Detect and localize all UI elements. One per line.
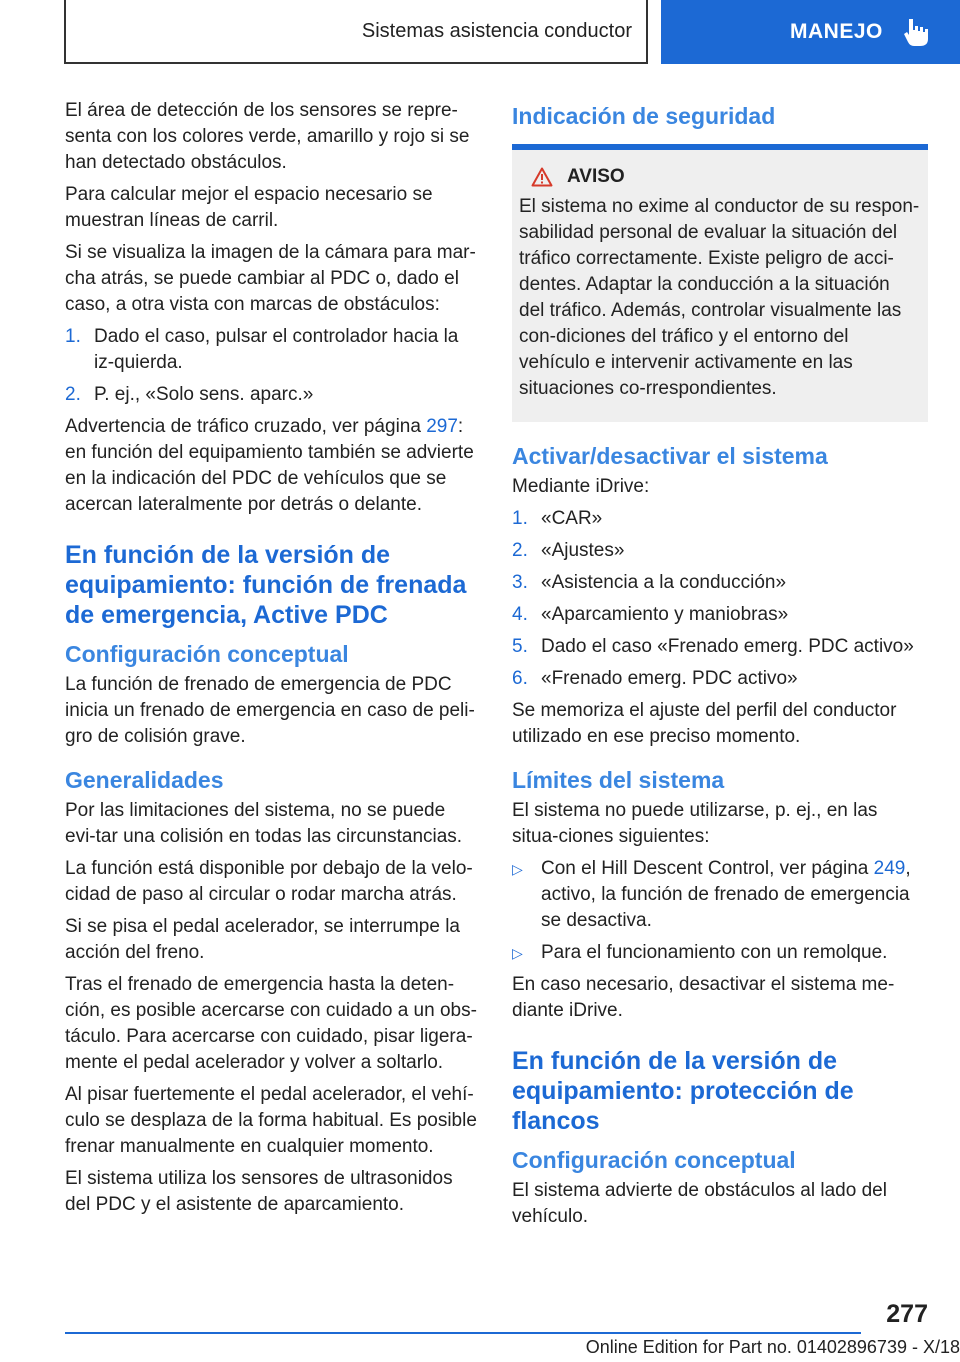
paragraph: En caso necesario, desactivar el sistema me-diante iDrive. <box>512 974 895 1021</box>
running-header-section <box>64 0 648 64</box>
subheading-concept: Configuración conceptual <box>65 641 349 667</box>
list-item <box>65 382 480 408</box>
warning-text: El sistema no exime al conductor de su respon-sabilidad personal de evaluar la situación del tráfico correctamente. Existe peligro de acci-dentes. Adaptar la conducción a la situación del tráfico. Además, controlar visualmente las con-diciones del tráfico y el entorno del vehículo e intervenir activamente en las situaciones co-rrespondientes. <box>519 196 920 399</box>
step-number: 4. <box>512 604 528 625</box>
list-item <box>512 940 928 966</box>
paragraph: Se memoriza el ajuste del perfil del conductor utilizado en ese preciso momento. <box>512 700 897 747</box>
left-column <box>65 98 480 1224</box>
paragraph: Para calcular mejor el espacio necesario se muestran líneas de carril. <box>65 184 433 231</box>
heading-flank-protection: En función de la versión de equipamiento: protección de flancos <box>512 1047 854 1135</box>
list-item <box>512 602 928 628</box>
step-list <box>512 506 928 692</box>
step-number: 1. <box>512 508 528 529</box>
step-text: «Ajustes» <box>541 540 625 561</box>
text-run: Advertencia de tráfico cruzado, ver página <box>65 416 427 437</box>
text-run: Con el Hill Descent Control, ver página <box>541 858 874 879</box>
paragraph-cross-traffic <box>65 414 480 518</box>
step-text: «Aparcamiento y maniobras» <box>541 604 789 625</box>
paragraph: Al pisar fuertemente el pedal acelerador, el vehí-culo se desplaza de la forma habitual. Es posible frenar manualmente en cualquier momento. <box>65 1084 477 1157</box>
step-text: «CAR» <box>541 508 603 529</box>
chapter-tab <box>661 0 960 64</box>
list-item <box>65 324 480 376</box>
list-item <box>512 538 928 564</box>
page-link-249[interactable]: 249 <box>873 858 906 879</box>
footer-rule <box>65 1332 861 1334</box>
paragraph: Si se pisa el pedal acelerador, se interrumpe la acción del freno. <box>65 916 461 963</box>
chapter-title: MANEJO <box>790 20 883 43</box>
hand-pointer-icon <box>903 17 929 47</box>
page-link-297[interactable]: 297 <box>426 416 458 437</box>
text-run: : en función del equipamiento también se advierte en la indicación del PDC de vehículos que se acercan lateralmente por detrás o delante. <box>65 416 474 515</box>
step-number: 6. <box>512 668 528 689</box>
list-item <box>512 506 928 532</box>
list-item <box>512 634 928 660</box>
step-text: «Frenado emerg. PDC activo» <box>541 668 798 689</box>
triangle-bullet-icon: ▷ <box>512 945 523 961</box>
bullet-list <box>512 856 928 966</box>
step-number: 5. <box>512 636 528 657</box>
triangle-bullet-icon: ▷ <box>512 861 523 877</box>
paragraph: Por las limitaciones del sistema, no se puede evi-tar una colisión en todas las circunstancias. <box>65 800 463 847</box>
bullet-text: Para el funcionamiento con un remolque. <box>541 942 888 963</box>
paragraph: Si se visualiza la imagen de la cámara para mar-cha atrás, se puede cambiar al PDC o, dado el caso, a otra vista con marcas de obstáculos: <box>65 242 476 315</box>
step-list <box>65 324 480 408</box>
step-number: 2. <box>512 540 528 561</box>
step-number: 3. <box>512 572 528 593</box>
step-text: P. ej., «Solo sens. aparc.» <box>94 384 314 405</box>
subheading-limits: Límites del sistema <box>512 767 725 793</box>
subheading-concept: Configuración conceptual <box>512 1147 796 1173</box>
step-text: Dado el caso «Frenado emerg. PDC activo» <box>541 636 914 657</box>
subheading-activate: Activar/desactivar el sistema <box>512 443 828 469</box>
text-run: , activo, la función de frenado de emergencia se desactiva. <box>541 858 911 931</box>
bullet-text <box>541 856 928 934</box>
paragraph: Mediante iDrive: <box>512 476 650 497</box>
warning-label: AVISO <box>567 166 625 187</box>
paragraph: La función está disponible por debajo de la velo-cidad de paso al circular o rodar marcha atrás. <box>65 858 473 905</box>
paragraph: El área de detección de los sensores se repre-senta con los colores verde, amarillo y rojo si se han detectado obstáculos. <box>65 100 470 173</box>
paragraph: Tras el frenado de emergencia hasta la deten-ción, es posible acercarse con cuidado a un obs-táculo. Para acercarse con cuidado, pisar ligera-mente el pedal acelerador y volver a soltarlo. <box>65 974 477 1073</box>
warning-title <box>519 164 920 190</box>
list-item <box>512 570 928 596</box>
step-number: 2. <box>65 384 81 405</box>
right-column <box>512 98 928 1236</box>
page-number: 277 <box>886 1300 928 1328</box>
list-item <box>512 856 928 934</box>
subheading-safety: Indicación de seguridad <box>512 103 776 129</box>
paragraph: El sistema no puede utilizarse, p. ej., en las situa-ciones siguientes: <box>512 800 878 847</box>
step-text: Dado el caso, pulsar el controlador hacia la iz-quierda. <box>94 326 459 373</box>
heading-active-pdc: En función de la versión de equipamiento: función de frenada de emergencia, Active PDC <box>65 541 467 629</box>
warning-box <box>512 150 928 422</box>
footer-edition: Online Edition for Part no. 01402896739 - X/18 <box>585 1337 960 1357</box>
section-title: Sistemas asistencia conductor <box>361 19 632 42</box>
step-number: 1. <box>65 326 81 347</box>
warning-triangle-icon <box>531 167 553 187</box>
subheading-general: Generalidades <box>65 767 224 793</box>
list-item <box>512 666 928 692</box>
paragraph: El sistema utiliza los sensores de ultrasonidos del PDC y el asistente de aparcamiento. <box>65 1168 453 1215</box>
paragraph: El sistema advierte de obstáculos al lado del vehículo. <box>512 1180 887 1227</box>
paragraph: La función de frenado de emergencia de PDC inicia un frenado de emergencia en caso de peli-gro de colisión grave. <box>65 674 475 747</box>
step-text: «Asistencia a la conducción» <box>541 572 787 593</box>
